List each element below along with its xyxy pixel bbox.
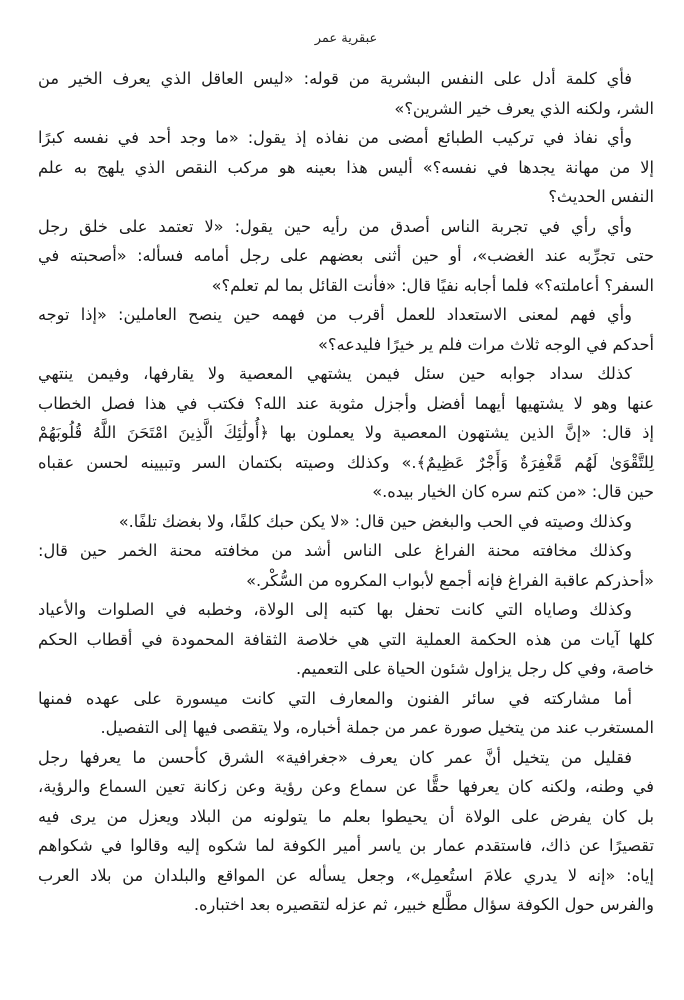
text-line: وأي رأي في تجربة الناس أصدق من رأيه حين يقول: «لا تعتمد على خلق رجل <box>38 216 632 236</box>
running-header-title: عبقرية عمر <box>314 31 378 46</box>
text-line: كلها آيات من هذه الحكمة العملية التي هي خلاصة الثقافة المحمودة في أقطاب الحكم <box>38 629 654 649</box>
text-line: إلا من مهانة يجدها في نفسه؟» أليس هذا بعينه هو مركب النقص الذي يلهج به علم <box>38 157 654 177</box>
text-line: وأي فهم لمعنى الاستعداد للعمل أقرب من فهمه حين ينصح العاملين: «إذا توجه <box>38 305 632 324</box>
text-line: وأي نفاذ في تركيب الطبائع أمضى من نفاذه إذ يقول: «ما وجد أحد في نفسه كبرًا <box>38 128 632 147</box>
text-line: عنها وهو لا يشتهيها أيهما أفضل وأجزل مثوبة عند الله؟ فكتب في هذا فصل الخطاب <box>38 393 654 413</box>
paragraph <box>38 536 654 595</box>
text-line: فقليل من يتخيل أنَّ عمر كان يعرف «جغرافية» الشرق كأحسن ما يعرفها رجل <box>38 747 632 767</box>
text-line: حين قال: «من كتم سره كان الخيار بيده.» <box>372 482 654 501</box>
paragraph <box>38 684 654 743</box>
text-line: وكذلك وصاياه التي كانت تحفل بها كتبه إلى الولاة، وخطبه في الصلوات والأعياد <box>38 600 632 619</box>
text-line: فأي كلمة أدل على النفس البشرية من قوله: «ليس العاقل الذي يعرف الخير من <box>38 69 632 88</box>
paragraph <box>38 212 654 301</box>
text-line: أحدكم في الوجه ثلاث مرات فلم ير خيرًا فليدعه؟» <box>317 334 654 354</box>
text-line: النفس الحديث؟ <box>548 187 654 206</box>
text-line: أما مشاركته في سائر الفنون والمعارف التي كانت ميسورة على عهده فمنها <box>38 688 632 708</box>
text-line: لِلتَّقْوَىٰ لَهُم مَّغْفِرَةٌ وَأَجْرٌ عَظِيمٌ﴾.» وكذلك وصيته بكتمان السر وتبيينه لحسن عقباه <box>38 452 654 472</box>
book-page <box>38 0 654 1000</box>
text-line: إذ قال: «إنَّ الذين يشتهون المعصية ولا يعملون بها ﴿أُولَٰئِكَ الَّذِينَ امْتَحَنَ اللَّهُ قُلُوبَهُمْ <box>38 423 654 442</box>
text-line: السفر؟ أعاملته؟» فلما أجابه نفيًا قال: «فأنت القائل بما لم تعلم؟» <box>211 275 654 295</box>
paragraph <box>38 123 654 212</box>
paragraph <box>38 359 654 507</box>
paragraph <box>38 300 654 359</box>
text-line: كذلك سداد جوابه حين سئل فيمن يشتهي المعصية ولا يقارفها، وفيمن ينتهي <box>38 364 632 383</box>
text-line: في وطنه، ولكنه كان يعرفها حقًّا عن سماع وعن رؤية وعن زكانة تعين السماع والرؤية، <box>38 777 654 796</box>
text-line: الشر، ولكنه الذي يعرف خير الشرين؟» <box>394 98 654 118</box>
text-line: تقصيرًا عن ذاك، فاستقدم عمار بن ياسر أمير الكوفة لما شكوه إليه وقالوا في شكواهم <box>38 836 654 855</box>
paragraph <box>38 743 654 920</box>
text-line: خاصة، وفي كل رجل يزاول شئون الحياة على التعميم. <box>295 659 654 678</box>
text-line: حتى تجرِّبه عند الغضب»، أو حين أثنى بعضهم على رجل أمامه فسأله: «أصحبته في <box>38 246 654 265</box>
text-line: والفرس حول الكوفة سؤال مطَّلع خبير، ثم عزله لتقصيره بعد اختباره. <box>193 895 654 914</box>
text-line: «أحذركم عاقبة الفراغ فإنه أجمع لأبواب المكروه من السُّكْر.» <box>246 570 654 590</box>
body-text <box>38 64 654 920</box>
text-line: إياه: «إنه لا يدري علامَ استُعمِل»، وجعل يسأله عن المواقع والبلدان من بلاد العرب <box>38 865 654 885</box>
paragraph <box>38 507 654 537</box>
text-line: وكذلك وصيته في الحب والبغض حين قال: «لا يكن حبك كلفًا، ولا بغضك تلفًا.» <box>118 511 632 531</box>
text-line: بل كان يفرض على الولاة أن يحيطوا بعلم ما يتولونه من البلاد ويعزل من يرى فيه <box>38 806 654 826</box>
paragraph <box>38 64 654 123</box>
text-line: وكذلك مخافته محنة الفراغ على الناس أشد من مخافته محنة الخمر حين قال: <box>38 541 632 560</box>
text-line: المستغرب عند من يتخيل صورة عمر من جملة أخباره، ولا يتقصى فيها إلى التفصيل. <box>100 718 654 737</box>
paragraph <box>38 595 654 684</box>
